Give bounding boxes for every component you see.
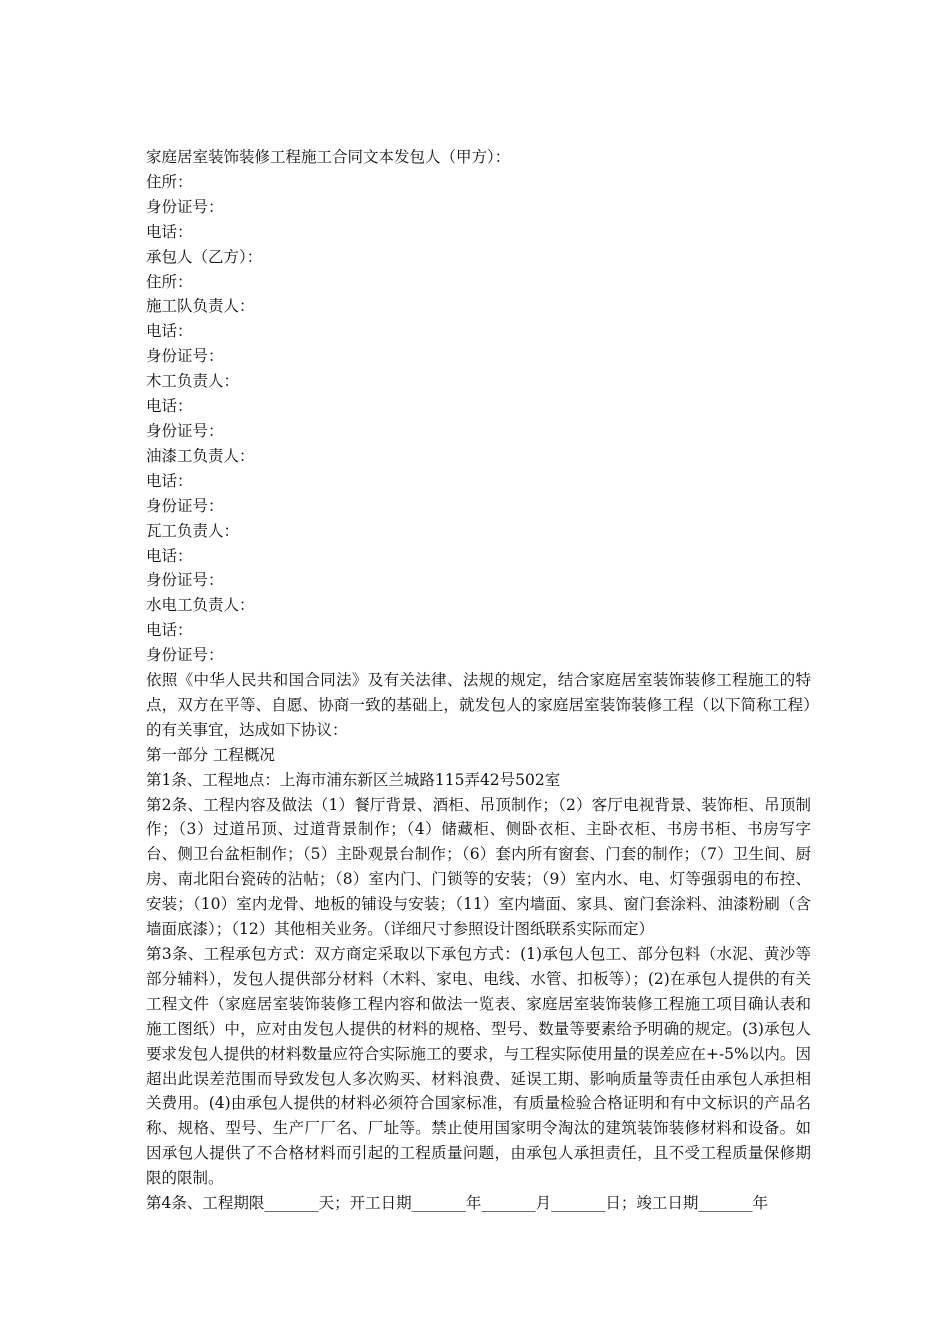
contract-document bbox=[146, 145, 811, 1216]
field-crew-leader: 施工队负责人： bbox=[146, 297, 255, 316]
field-carpenter-leader: 木工负责人： bbox=[146, 372, 240, 391]
field-plumbing-electric-leader: 水电工负责人： bbox=[146, 596, 255, 615]
field-crew-leader-phone: 电话： bbox=[146, 322, 193, 341]
field-painter-id: 身份证号： bbox=[146, 496, 224, 515]
part-heading: 第一部分 工程概况 bbox=[146, 745, 275, 764]
field-party-b-address: 住所： bbox=[146, 272, 193, 291]
field-party-a-id: 身份证号： bbox=[146, 197, 224, 216]
field-tiler-leader: 瓦工负责人： bbox=[146, 521, 240, 540]
field-tiler-id: 身份证号： bbox=[146, 571, 224, 590]
document-title: 家庭居室装饰装修工程施工合同文本发包人（甲方）： bbox=[146, 148, 511, 166]
field-plumbing-electric-phone: 电话： bbox=[146, 621, 193, 640]
field-party-b: 承包人（乙方）： bbox=[146, 247, 263, 266]
field-crew-leader-id: 身份证号： bbox=[146, 347, 224, 366]
field-painter-leader: 油漆工负责人： bbox=[146, 446, 255, 465]
article-1: 第1条、工程地点：上海市浦东新区兰城路115弄42号502室 bbox=[146, 770, 561, 789]
field-plumbing-electric-id: 身份证号： bbox=[146, 646, 224, 665]
field-carpenter-phone: 电话： bbox=[146, 397, 193, 416]
field-carpenter-id: 身份证号： bbox=[146, 421, 224, 440]
field-painter-phone: 电话： bbox=[146, 471, 193, 490]
field-tiler-phone: 电话： bbox=[146, 546, 193, 565]
field-party-a-address: 住所： bbox=[146, 172, 193, 191]
field-party-a-phone: 电话： bbox=[146, 222, 193, 241]
article-2: 第2条、工程内容及做法（1）餐厅背景、酒柜、吊顶制作；（2）客厅电视背景、装饰柜、吊顶制作；（3）过道吊顶、过道背景制作；（4）储藏柜、侧卧衣柜、主卧衣柜、书房书柜、书房写字台、侧卫台盆柜制作；（5）主卧观景台制作；（6）套内所有窗套、门套的制作；（7）卫生间、厨房、南北阳台瓷砖的沾帖；（8）室内门、门锁等的安装；（9）室内水、电、灯等强弱电的布控、安装；（10）室内龙骨、地板的铺设与安装；（11）室内墙面、家具、窗门套涂料、油漆粉刷（含墙面底漆）；（12）其他相关业务。（详细尺寸参照设计图纸联系实际而定） bbox=[146, 795, 811, 939]
article-3: 第3条、工程承包方式：双方商定采取以下承包方式：(1)承包人包工、部分包料（水泥、黄沙等部分辅料），发包人提供部分材料（木料、家电、电线、水管、扣板等）；(2)在承包人提供的有关工程文件（家庭居室装饰装修工程内容和做法一览表、家庭居室装饰装修工程施工项目确认表和施工图纸）中，应对由发包人提供的材料的规格、型号、数量等要素给予明确的规定。(3)承包人要求发包人提供的材料数量应符合实际施工的要求，与工程实际使用量的误差应在+-5%以内。因超出此误差范围而导致发包人多次购买、材料浪费、延误工期、影响质量等责任由承包人承担相关费用。(4)由承包人提供的材料必须符合国家标准，有质量检验合格证明和有中文标识的产品名称、规格、型号、生产厂厂名、厂址等。禁止使用国家明令淘汰的建筑装饰装修材料和设备。如因承包人提供了不合格材料而引起的工程质量问题，由承包人承担责任，且不受工程质量保修期限的限制。 bbox=[146, 945, 811, 1188]
article-4: 第4条、工程期限_______天；开工日期_______年_______月_______日；竣工日期_______年 bbox=[146, 1194, 769, 1213]
preamble-paragraph: 依照《中华人民共和国合同法》及有关法律、法规的规定，结合家庭居室装饰装修工程施工的特点，双方在平等、自愿、协商一致的基础上，就发包人的家庭居室装饰装修工程（以下简称工程）的有关事宜，达成如下协议： bbox=[146, 671, 811, 739]
